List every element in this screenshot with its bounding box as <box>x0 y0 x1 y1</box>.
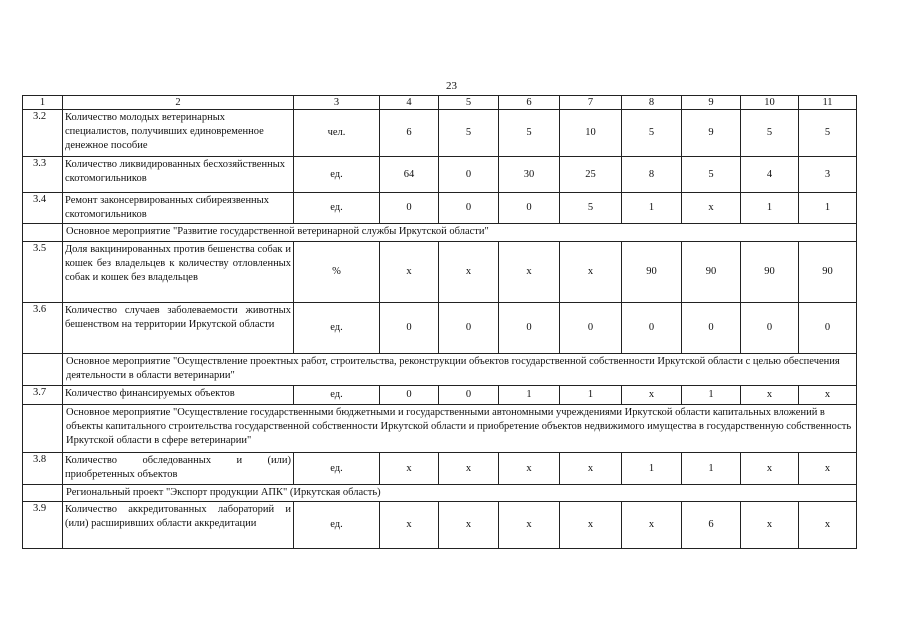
value-cell: 0 <box>799 303 857 354</box>
table-row <box>23 157 857 193</box>
table-row <box>23 193 857 224</box>
value-cell: 90 <box>622 242 682 303</box>
value-cell: 25 <box>560 157 622 193</box>
column-header: 2 <box>63 96 294 110</box>
indicator-name: Количество финансируемых объектов <box>63 386 294 405</box>
value-cell: 30 <box>499 157 560 193</box>
value-cell: x <box>380 242 439 303</box>
table-row <box>23 502 857 549</box>
column-header: 7 <box>560 96 622 110</box>
column-header: 8 <box>622 96 682 110</box>
column-header: 3 <box>294 96 380 110</box>
value-cell: 1 <box>622 453 682 485</box>
value-cell: 1 <box>799 193 857 224</box>
value-cell: x <box>560 242 622 303</box>
value-cell: 64 <box>380 157 439 193</box>
column-header: 10 <box>741 96 799 110</box>
value-cell: x <box>560 453 622 485</box>
value-cell: 0 <box>741 303 799 354</box>
table-body <box>23 96 857 549</box>
value-cell: 3 <box>799 157 857 193</box>
section-row <box>23 485 857 502</box>
unit-cell: % <box>294 242 380 303</box>
value-cell: x <box>499 453 560 485</box>
section-number-cell <box>23 405 63 453</box>
value-cell: x <box>741 502 799 549</box>
indicator-name: Доля вакцинированных против бешенства собак и кошек без владельцев к количеству отловленных собак и кошек без владельцев <box>63 242 294 303</box>
value-cell: x <box>799 502 857 549</box>
value-cell: 1 <box>622 193 682 224</box>
unit-cell: ед. <box>294 453 380 485</box>
column-number-row <box>23 96 857 110</box>
column-header: 1 <box>23 96 63 110</box>
value-cell: 1 <box>560 386 622 405</box>
value-cell: x <box>622 502 682 549</box>
unit-cell: ед. <box>294 193 380 224</box>
value-cell: x <box>741 386 799 405</box>
value-cell: x <box>380 502 439 549</box>
value-cell: 90 <box>741 242 799 303</box>
value-cell: x <box>439 453 499 485</box>
column-header: 11 <box>799 96 857 110</box>
value-cell: 1 <box>682 386 741 405</box>
value-cell: x <box>439 242 499 303</box>
indicators-table <box>22 95 857 549</box>
value-cell: x <box>741 453 799 485</box>
value-cell: x <box>439 502 499 549</box>
section-number-cell <box>23 224 63 242</box>
value-cell: 9 <box>682 110 741 157</box>
value-cell: x <box>560 502 622 549</box>
value-cell: x <box>499 242 560 303</box>
value-cell: 5 <box>622 110 682 157</box>
value-cell: 0 <box>439 193 499 224</box>
value-cell: 6 <box>682 502 741 549</box>
value-cell: 10 <box>560 110 622 157</box>
page-number: 23 <box>446 80 457 92</box>
value-cell: 0 <box>499 303 560 354</box>
row-number: 3.2 <box>23 110 63 157</box>
value-cell: 6 <box>380 110 439 157</box>
value-cell: 1 <box>499 386 560 405</box>
value-cell: 0 <box>439 303 499 354</box>
row-number: 3.9 <box>23 502 63 549</box>
value-cell: 90 <box>682 242 741 303</box>
indicator-name: Количество аккредитованных лабораторий и (или) расширивших области аккредитации <box>63 502 294 549</box>
value-cell: 1 <box>682 453 741 485</box>
unit-cell: ед. <box>294 386 380 405</box>
unit-cell: ед. <box>294 303 380 354</box>
section-row <box>23 405 857 453</box>
indicator-name: Ремонт законсервированных сибиреязвенных скотомогильников <box>63 193 294 224</box>
value-cell: 5 <box>499 110 560 157</box>
value-cell: x <box>499 502 560 549</box>
value-cell: x <box>380 453 439 485</box>
value-cell: 0 <box>380 303 439 354</box>
value-cell: x <box>622 386 682 405</box>
table-row <box>23 110 857 157</box>
value-cell: 0 <box>380 386 439 405</box>
indicator-name: Количество случаев заболеваемости животных бешенством на территории Иркутской области <box>63 303 294 354</box>
value-cell: 0 <box>439 386 499 405</box>
section-number-cell <box>23 485 63 502</box>
table-row <box>23 303 857 354</box>
value-cell: x <box>799 386 857 405</box>
section-number-cell <box>23 354 63 386</box>
row-number: 3.8 <box>23 453 63 485</box>
value-cell: 5 <box>682 157 741 193</box>
table-row <box>23 453 857 485</box>
column-header: 6 <box>499 96 560 110</box>
value-cell: 0 <box>682 303 741 354</box>
value-cell: x <box>799 453 857 485</box>
indicator-name: Количество обследованных и (или) приобретенных объектов <box>63 453 294 485</box>
row-number: 3.3 <box>23 157 63 193</box>
unit-cell: ед. <box>294 502 380 549</box>
column-header: 9 <box>682 96 741 110</box>
section-title: Основное мероприятие "Развитие государственной ветеринарной службы Иркутской области" <box>63 224 857 242</box>
value-cell: 90 <box>799 242 857 303</box>
value-cell: 4 <box>741 157 799 193</box>
value-cell: x <box>682 193 741 224</box>
column-header: 5 <box>439 96 499 110</box>
value-cell: 0 <box>439 157 499 193</box>
value-cell: 0 <box>499 193 560 224</box>
value-cell: 0 <box>622 303 682 354</box>
row-number: 3.4 <box>23 193 63 224</box>
table-row <box>23 242 857 303</box>
value-cell: 5 <box>741 110 799 157</box>
section-title: Основное мероприятие "Осуществление проектных работ, строительства, реконструкции объектов государственной собственности Иркутской области с целью обеспечения деятельности в области ветеринарии" <box>63 354 857 386</box>
section-title: Региональный проект "Экспорт продукции АПК" (Иркутская область) <box>63 485 857 502</box>
section-row <box>23 224 857 242</box>
row-number: 3.7 <box>23 386 63 405</box>
value-cell: 0 <box>560 303 622 354</box>
indicator-name: Количество ликвидированных бесхозяйственных скотомогильников <box>63 157 294 193</box>
value-cell: 5 <box>560 193 622 224</box>
section-row <box>23 354 857 386</box>
indicator-name: Количество молодых ветеринарных специалистов, получивших единовременное денежное пособие <box>63 110 294 157</box>
value-cell: 8 <box>622 157 682 193</box>
table-row <box>23 386 857 405</box>
row-number: 3.6 <box>23 303 63 354</box>
unit-cell: чел. <box>294 110 380 157</box>
section-title: Основное мероприятие "Осуществление государственными бюджетными и государственными автономными учреждениями Иркутской области капитальных вложений в объекты капитального строительства государственной собственности Иркутской области и приобретение объектов недвижимого имущества в государственную собственность Иркутской области в сфере ветеринарии" <box>63 405 857 453</box>
value-cell: 5 <box>439 110 499 157</box>
unit-cell: ед. <box>294 157 380 193</box>
row-number: 3.5 <box>23 242 63 303</box>
column-header: 4 <box>380 96 439 110</box>
value-cell: 0 <box>380 193 439 224</box>
value-cell: 5 <box>799 110 857 157</box>
value-cell: 1 <box>741 193 799 224</box>
